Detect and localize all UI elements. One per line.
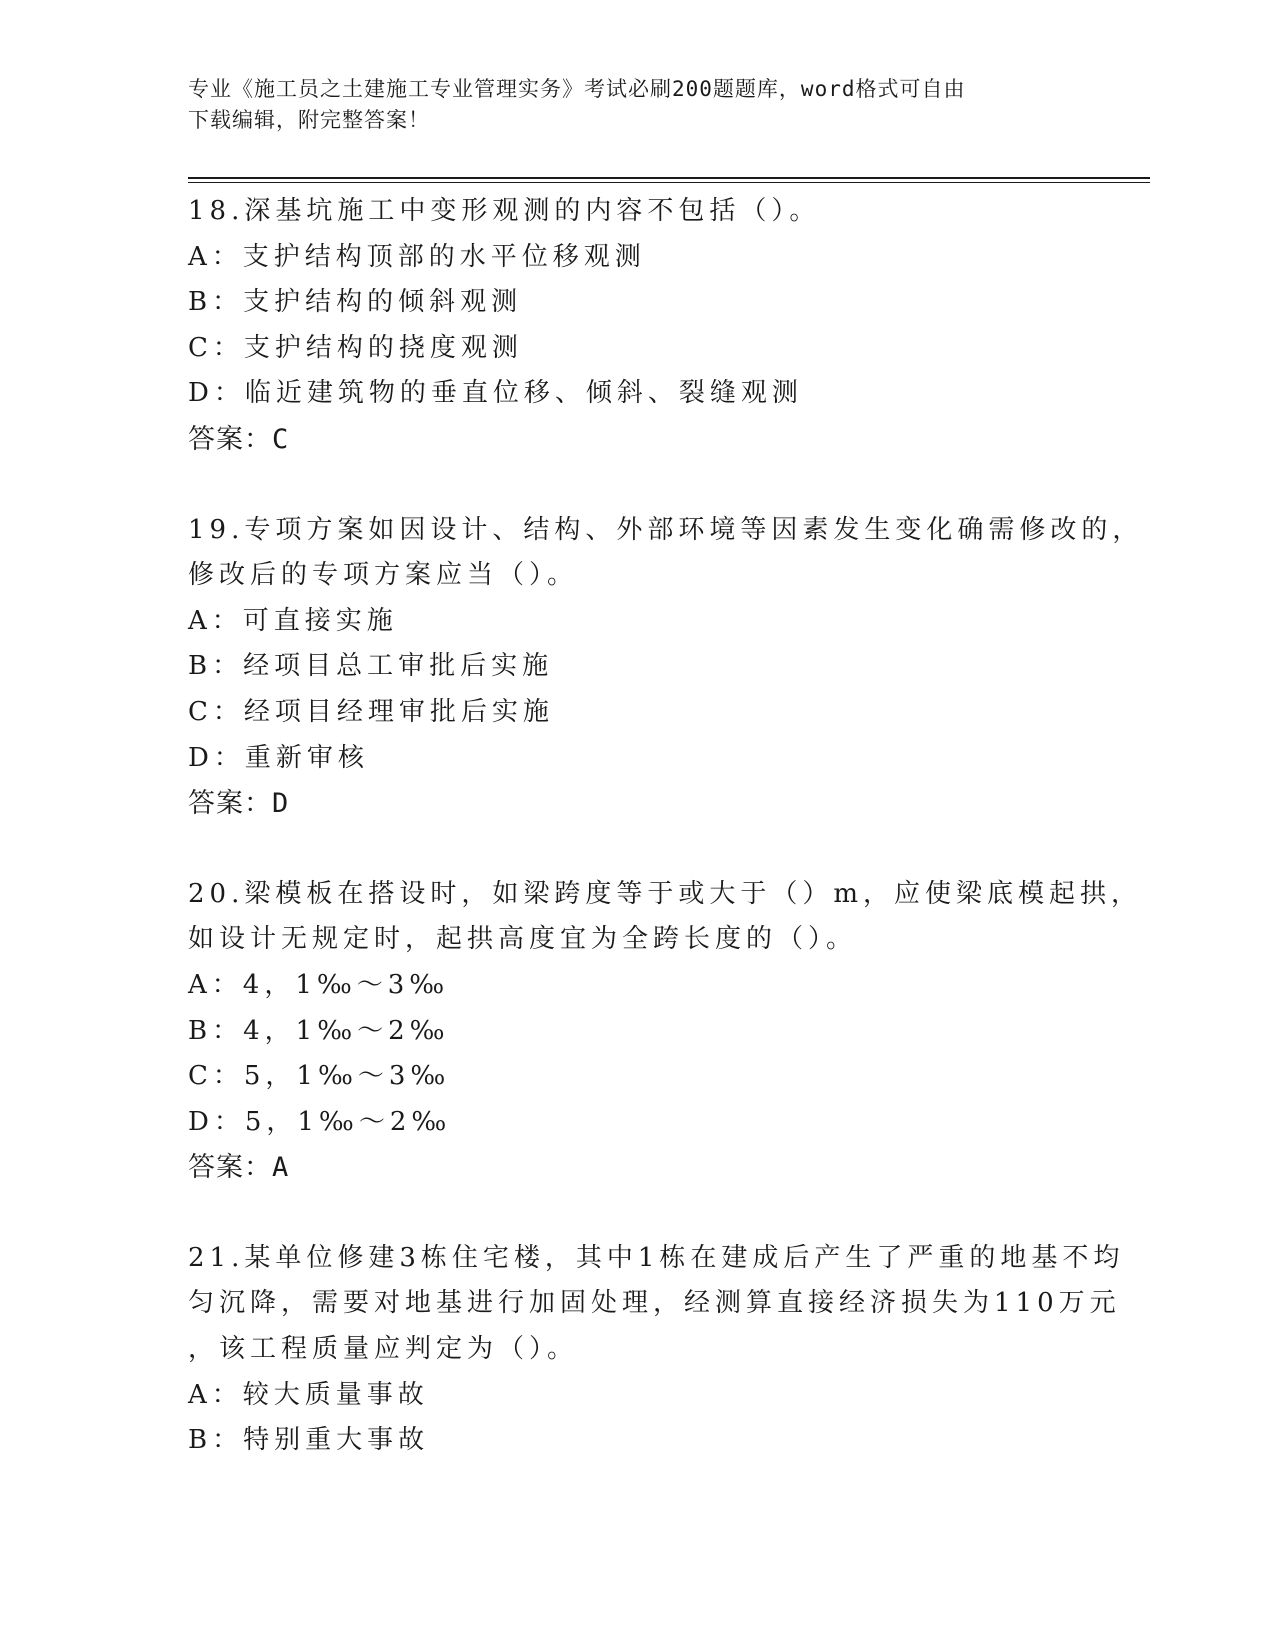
question-stem: 19.专项方案如因设计、结构、外部环境等因素发生变化确需修改的， <box>188 514 1144 545</box>
question-list <box>188 189 1144 1509</box>
header-line-2: 下载编辑，附完整答案！ <box>188 108 430 132</box>
question-stem-continued: 如设计无规定时，起拱高度宜为全跨长度的（）。 <box>188 924 858 955</box>
option-a: A：4，1‰～3‰ <box>188 969 450 1000</box>
header-divider-thin <box>188 182 1150 183</box>
question-21 <box>188 1236 1125 1464</box>
option-d: D：重新审核 <box>188 742 369 773</box>
option-a: A：支护结构顶部的水平位移观测 <box>188 241 646 272</box>
question-18 <box>188 189 1088 463</box>
document-header <box>188 74 1068 136</box>
question-stem-continued: 修改后的专项方案应当（）。 <box>188 560 579 591</box>
question-stem-continued: 匀沉降，需要对地基进行加固处理，经测算直接经济损失为110万元 <box>188 1288 1121 1319</box>
option-c: C：经项目经理审批后实施 <box>188 696 554 727</box>
option-d: D：5，1‰～2‰ <box>188 1106 452 1137</box>
answer-line: 答案：D <box>188 788 290 820</box>
question-20 <box>188 872 1143 1191</box>
answer-line: 答案：C <box>188 423 290 455</box>
option-b: B：特别重大事故 <box>188 1425 430 1456</box>
option-a: A：可直接实施 <box>188 605 398 636</box>
question-stem-continued: ，该工程质量应判定为（）。 <box>188 1334 579 1365</box>
option-b: B：支护结构的倾斜观测 <box>188 287 523 318</box>
option-a: A：较大质量事故 <box>188 1379 429 1410</box>
question-stem: 18.深基坑施工中变形观测的内容不包括（）。 <box>188 196 821 226</box>
answer-line: 答案：A <box>188 1152 290 1184</box>
option-c: C：支护结构的挠度观测 <box>188 332 523 363</box>
option-d: D：临近建筑物的垂直位移、倾斜、裂缝观测 <box>188 378 803 409</box>
question-19 <box>188 508 1144 827</box>
header-divider-thick <box>188 177 1150 179</box>
question-stem: 20.梁模板在搭设时，如梁跨度等于或大于（）m，应使梁底模起拱， <box>188 878 1143 909</box>
option-c: C：5，1‰～3‰ <box>188 1061 451 1092</box>
question-stem: 21.某单位修建3栋住宅楼，其中1栋在建成后产生了严重的地基不均 <box>188 1242 1125 1273</box>
header-line-1: 专业《施工员之土建施工专业管理实务》考试必刷200题题库，word格式可自由 <box>188 77 966 101</box>
option-b: B：经项目总工审批后实施 <box>188 651 554 682</box>
option-b: B：4，1‰～2‰ <box>188 1015 450 1046</box>
